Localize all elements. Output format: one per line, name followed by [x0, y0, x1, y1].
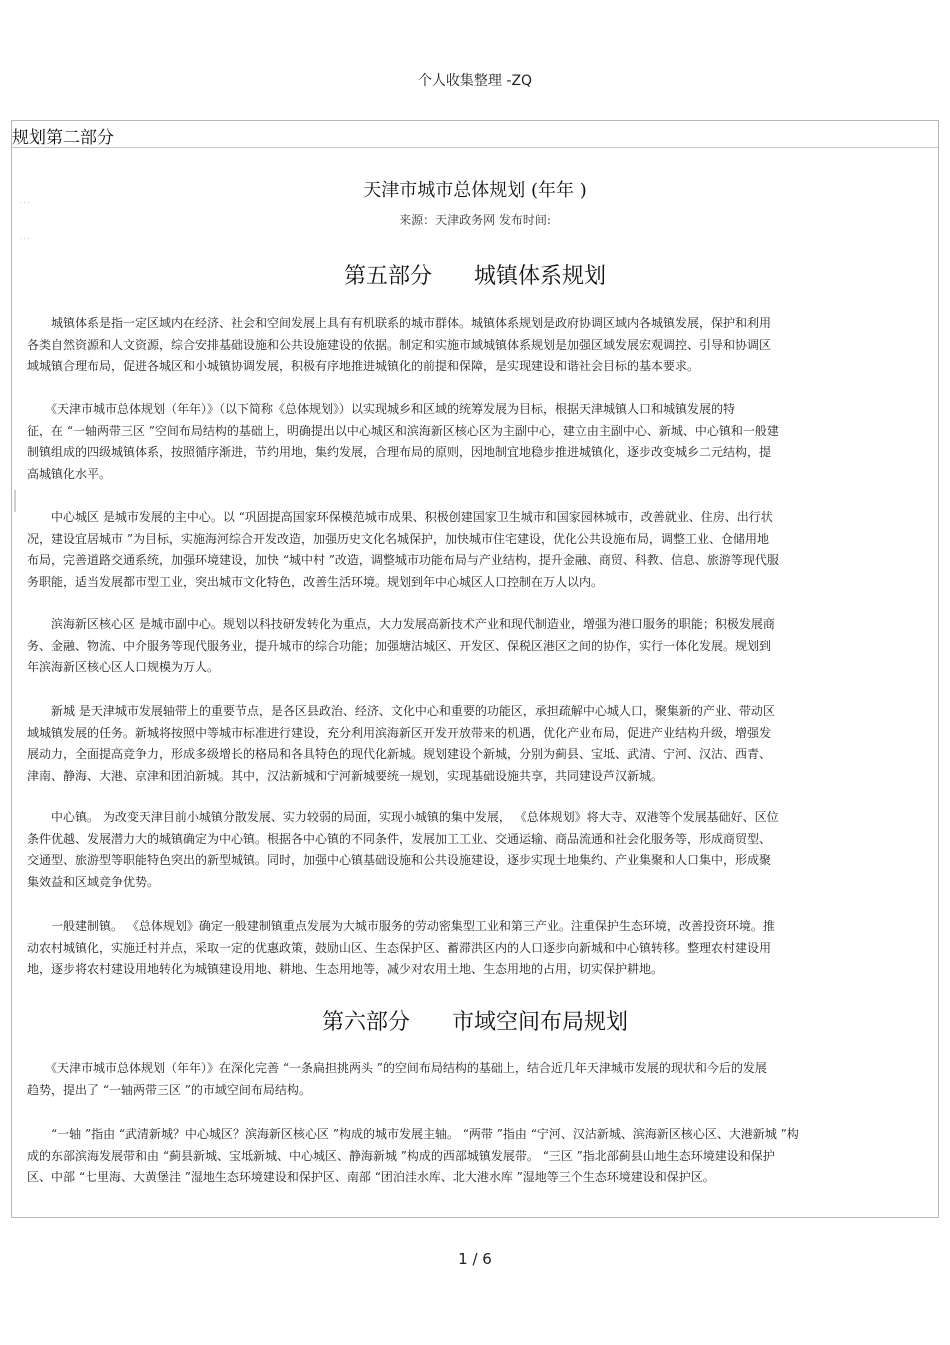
paragraph: 一般建制镇。 《总体规划》确定一般建制镇重点发展为大城市服务的劳动密集型工业和第三产业。注重保护生态环境，改善投资环境。推 动农村城镇化，实施迁村并点，采取一定的优惠政策，鼓励山区、生态保护区、蓄滞洪区内的人口逐步向新城和中心镇转移。整理农村建设用 地，逐步将农村建设用地转化为城镇建设用地、耕地、生态用地等，减少对农用土地、生态用地的占用，切实保护耕地。 — [27, 919, 775, 976]
decorative-mark: · · · — [20, 200, 30, 207]
margin-rule — [14, 490, 16, 512]
paragraph: 《天津市城市总体规划（年年）》在深化完善 “一条扁担挑两头 ”的空间布局结构的基础上，结合近几年天津城市发展的现状和今后的发展 趋势，提出了 “一轴两带三区 ”的市域空间布局结构。 — [27, 1061, 767, 1097]
paragraph: “一轴 ”指由 “武清新城？中心城区？滨海新区核心区 ”构成的城市发展主轴。 “两带 ”指由 “宁河、汉沽新城、滨海新区核心区、大港新城 ”构 成的东部滨海发展带和由 “蓟县新城、宝坻新城、中心城区、静海新城 ”构成的西部城镇发展带。 “三区 ”指北部蓟县山地生态环境建设和保护 区、中部 “七里海、大黄堡洼 ”湿地生态环境建设和保护区、南部 “团泊洼水库、北大港水库 ”湿地等三个生态环境建设和保护区。 — [27, 1127, 799, 1184]
page-header: 个人收集整理 -ZQ — [417, 73, 533, 89]
frame-title: 规划第二部分 — [12, 128, 114, 148]
document-title: 天津市城市总体规划 (年年 ) — [363, 180, 587, 201]
document-meta: 来源：天津政务网 发布时间: — [399, 213, 551, 227]
decorative-mark: · · · — [20, 236, 30, 243]
paragraph: 滨海新区核心区 是城市副中心。规划以科技研发转化为重点，大力发展高新技术产业和现代制造业，增强为港口服务的职能；积极发展商 务、金融、物流、中介服务等现代服务业，提升城市的综合功能；加强塘沽城区、开发区、保税区港区之间的协作，实行一体化发展。规划到 年滨海新区核心区人口规模为万人。 — [27, 617, 775, 674]
paragraph: 新城 是天津城市发展轴带上的重要节点，是各区县政治、经济、文化中心和重要的功能区，承担疏解中心城人口，聚集新的产业、带动区 域城镇发展的任务。新城将按照中等城市标准进行建设，充分利用滨海新区开发开放带来的机遇，优化产业布局，促进产业结构升级，增强发 展动力，全面提高竞争力，形成多级增长的格局和各具特色的现代化新城。规划建设个新城，分别为蓟县、宝坻、武清、宁河、汉沽、西青、 津南、静海、大港、京津和团泊新城。其中，汉沽新城和宁河新城要统一规划，实现基础设施共享，共同建设芦汉新城。 — [27, 704, 775, 783]
section-heading-6: 第六部分 市域空间布局规划 — [322, 1010, 628, 1035]
paragraph: 中心城区 是城市发展的主中心。以 “巩固提高国家环保模范城市成果、积极创建国家卫生城市和国家园林城市，改善就业、住房、出行状 况，建设宜居城市 ”为目标，实施海河综合开发改造，加强历史文化名城保护，加快城市住宅建设，优化公共设施布局，调整工业、仓储用地 布局，完善道路交通系统，加强环境建设，加快 “城中村 ”改造，调整城市功能布局与产业结构，提升金融、商贸、科教、信息、旅游等现代服 务职能，适当发展都市型工业，突出城市文化特色，改善生活环境。规划到年中心城区人口控制在万人以内。 — [27, 510, 779, 589]
paragraph: 《天津市城市总体规划（年年）》（以下简称《总体规划》）以实现城乡和区域的统筹发展为目标，根据天津城镇人口和城镇发展的特 征，在 “一轴两带三区 ”空间布局结构的基础上，明确提出以中心城区和滨海新区核心区为主副中心，建立由主副中心、新城、中心镇和一般建 制镇组成的四级城镇体系，按照循序渐进，节约用地，集约发展，合理布局的原则，因地制宜地稳步推进城镇化，逐步改变城乡二元结构，提 高城镇化水平。 — [27, 402, 779, 481]
paragraph: 城镇体系是指一定区域内在经济、社会和空间发展上具有有机联系的城市群体。城镇体系规划是政府协调区域内各城镇发展，保护和利用 各类自然资源和人文资源，综合安排基础设施和公共设施建设的依据。制定和实施市域城镇体系规划是加强区域发展宏观调控、引导和协调区 域城镇合理布局，促进各城区和小城镇协调发展，积极有序地推进城镇化的前提和保障，是实现建设和谐社会目标的基本要求。 — [27, 316, 772, 373]
page-indicator: 1 / 6 — [458, 1250, 492, 1268]
section-heading-5: 第五部分 城镇体系规划 — [344, 264, 606, 289]
frame-title-row — [12, 121, 938, 148]
paragraph: 中心镇。 为改变天津目前小城镇分散发展、实力较弱的局面，实现小城镇的集中发展， 《总体规划》将大寺、双港等个发展基础好、区位 条件优越、发展潜力大的城镇确定为中心镇。根据各中心镇的不同条件，发展加工工业、交通运输、商品流通和社会化服务等，形成商贸型、 交通型、旅游型等职能特色突出的新型城镇。同时，加强中心镇基础设施和公共设施建设，逐步实现土地集约、产业集聚和人口集中，形成聚 集效益和区域竞争优势。 — [27, 810, 779, 889]
